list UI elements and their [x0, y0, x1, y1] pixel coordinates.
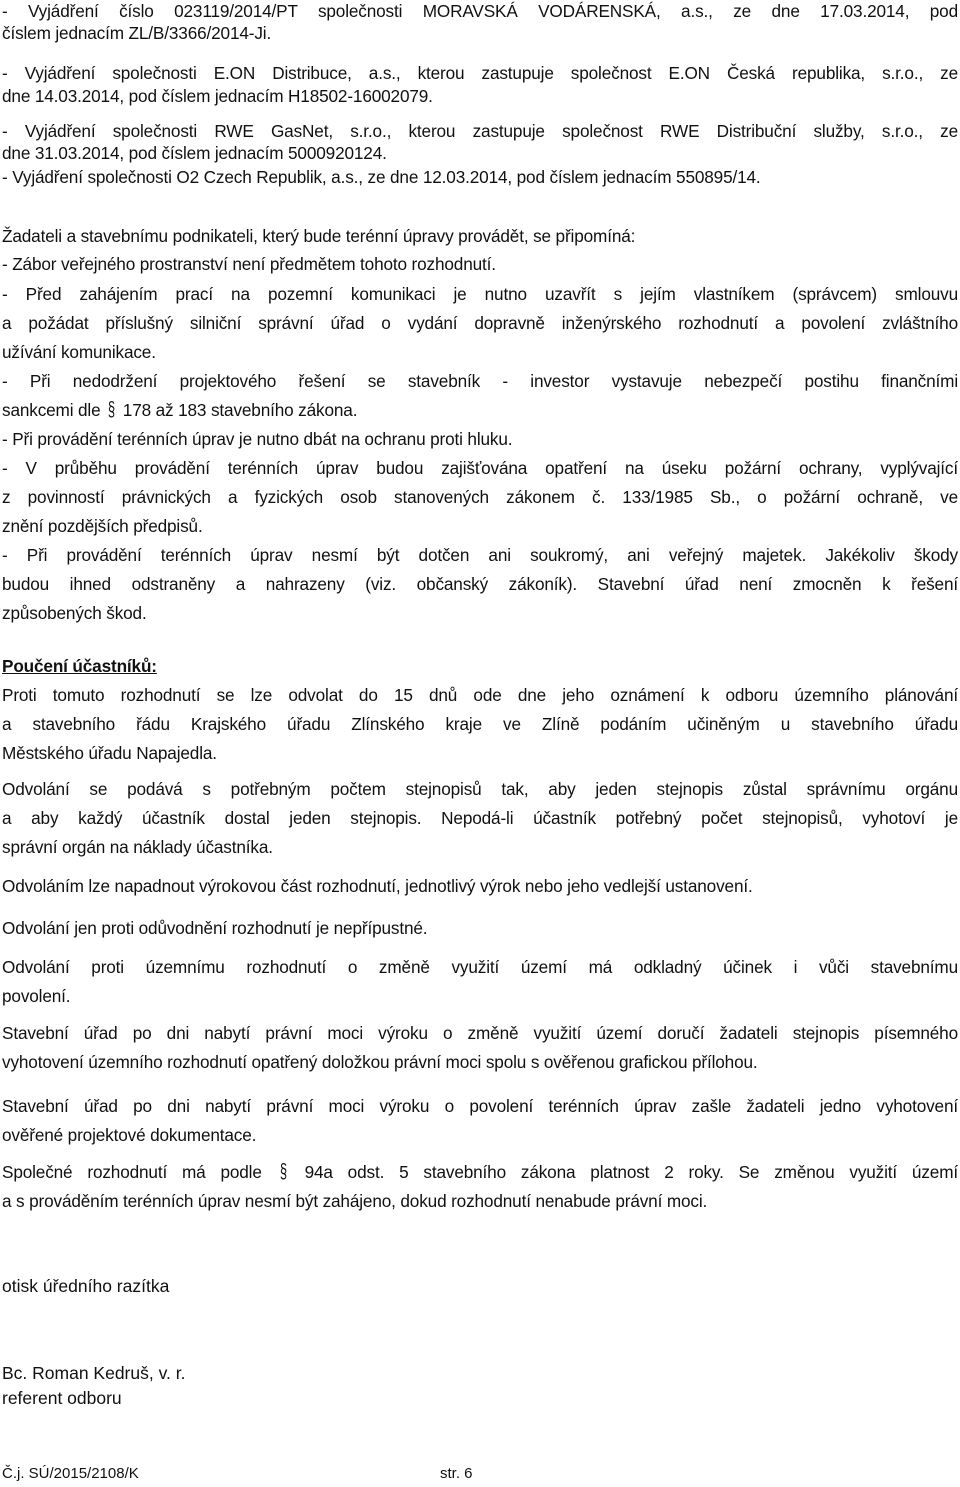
- instruction-line: a stavebního řádu Krajského úřadu Zlínského kraje ve Zlíně podáním učiněným u stavebního úřadu: [2, 714, 958, 734]
- instruction-line: a aby každý účastník dostal jeden stejnopis. Nepodá-li účastník potřebný počet stejnopisů, vyhotoví je: [2, 808, 958, 828]
- footer-page-number: str. 6: [440, 1465, 473, 1482]
- notice-line: - V průběhu provádění terénních úprav budou zajišťována opatření na úseku požární ochrany, vyplývající: [2, 458, 958, 478]
- opinion-line: dne 31.03.2014, pod číslem jednacím 5000920124.: [2, 143, 387, 163]
- instruction-line: Městského úřadu Napajedla.: [2, 743, 217, 763]
- signatory-role: referent odboru: [2, 1388, 122, 1408]
- notice-line: - Při provádění terénních úprav nesmí být dotčen ani soukromý, ani veřejný majetek. Jakékoliv škody: [2, 545, 958, 565]
- instruction-line: Odvolání jen proti odůvodnění rozhodnutí je nepřípustné.: [2, 918, 428, 938]
- notice-line: - Při provádění terénních úprav je nutno dbát na ochranu proti hluku.: [2, 429, 513, 449]
- instruction-text: Společné rozhodnutí má podle: [2, 1162, 262, 1182]
- instruction-line: a s prováděním terénních úprav nesmí být zahájeno, dokud rozhodnutí nenabude právní moci.: [2, 1191, 708, 1211]
- opinion-line: číslem jednacím ZL/B/3366/2014-Ji.: [2, 23, 272, 43]
- opinion-line: - Vyjádření společnosti O2 Czech Republik, a.s., ze dne 12.03.2014, pod číslem jednacím 550895/14.: [2, 167, 761, 187]
- opinion-line: - Vyjádření číslo 023119/2014/PT společnosti MORAVSKÁ VODÁRENSKÁ, a.s., ze dne 17.03.2014, pod: [2, 1, 958, 21]
- notice-line: užívání komunikace.: [2, 342, 156, 362]
- opinion-line: - Vyjádření společnosti E.ON Distribuce, a.s., kterou zastupuje společnost E.ON Česká republika, s.r.o., ze: [2, 63, 958, 83]
- instruction-text: 94a odst. 5 stavebního zákona platnost 2 roky. Se změnou využití území: [304, 1162, 958, 1182]
- section-symbol: §: [108, 399, 116, 421]
- instruction-line: Stavební úřad po dni nabytí právní moci výroku o změně využití území doručí žadateli stejnopis písemného: [2, 1023, 958, 1043]
- signatory-name: Bc. Roman Kedruš, v. r.: [2, 1363, 186, 1383]
- instruction-line: Stavební úřad po dni nabytí právní moci výroku o povolení terénních úprav zašle žadateli jedno vyhotovení: [2, 1096, 958, 1116]
- section-symbol: §: [279, 1161, 287, 1183]
- instruction-line: Odvolání se podává s potřebným počtem stejnopisů tak, aby jeden stejnopis zůstal správnímu orgánu: [2, 779, 958, 799]
- instruction-line: Proti tomuto rozhodnutí se lze odvolat do 15 dnů ode dne jeho oznámení k odboru územního plánování: [2, 685, 958, 705]
- instruction-line: správní orgán na náklady účastníka.: [2, 837, 273, 857]
- opinion-line: - Vyjádření společnosti RWE GasNet, s.r.o., kterou zastupuje společnost RWE Distribuční služby, s.r.o., ze: [2, 121, 958, 141]
- notice-line: z povinností právnických a fyzických osob stanovených zákonem č. 133/1985 Sb., o požární ochraně, ve: [2, 487, 958, 507]
- notice-line: způsobených škod.: [2, 603, 147, 623]
- notice-line: [2, 399, 357, 421]
- notice-line: budou ihned odstraněny a nahrazeny (viz. občanský zákoník). Stavební úřad není zmocněn k řešení: [2, 574, 958, 594]
- instruction-line: povolení.: [2, 986, 71, 1006]
- instruction-line: Odvolání proti územnímu rozhodnutí o změně využití území má odkladný účinek i vůči stavebnímu: [2, 957, 958, 977]
- instruction-line: vyhotovení územního rozhodnutí opatřený doložkou právní moci spolu s ověřenou grafickou přílohou.: [2, 1052, 758, 1072]
- notice-line: a požádat příslušný silniční správní úřad o vydání dopravně inženýrského rozhodnutí a povolení zvláštního: [2, 313, 958, 333]
- notice-line: - Zábor veřejného prostranství není předmětem tohoto rozhodnutí.: [2, 254, 496, 274]
- instruction-line: Odvoláním lze napadnout výrokovou část rozhodnutí, jednotlivý výrok nebo jeho vedlejší ustanovení.: [2, 876, 753, 896]
- instruction-line: ověřené projektové dokumentace.: [2, 1125, 257, 1145]
- opinion-line: dne 14.03.2014, pod číslem jednacím H18502-16002079.: [2, 86, 433, 106]
- notice-intro: Žadateli a stavebnímu podnikateli, který bude terénní úpravy provádět, se připomíná:: [2, 226, 636, 246]
- notice-line: - Před zahájením prací na pozemní komunikaci je nutno uzavřít s jejím vlastníkem (správcem) smlouvu: [2, 284, 958, 304]
- instruction-heading: Poučení účastníků:: [2, 656, 157, 676]
- notice-line: znění pozdějších předpisů.: [2, 516, 203, 536]
- notice-text: sankcemi dle: [2, 400, 101, 420]
- instruction-line: [2, 1161, 958, 1183]
- footer-reference: Č.j. SÚ/2015/2108/K: [2, 1465, 139, 1482]
- stamp-note: otisk úředního razítka: [2, 1276, 170, 1296]
- notice-line: - Při nedodržení projektového řešení se stavebník - investor vystavuje nebezpečí postihu finančními: [2, 371, 958, 391]
- notice-text: 178 až 183 stavebního zákona.: [122, 400, 358, 420]
